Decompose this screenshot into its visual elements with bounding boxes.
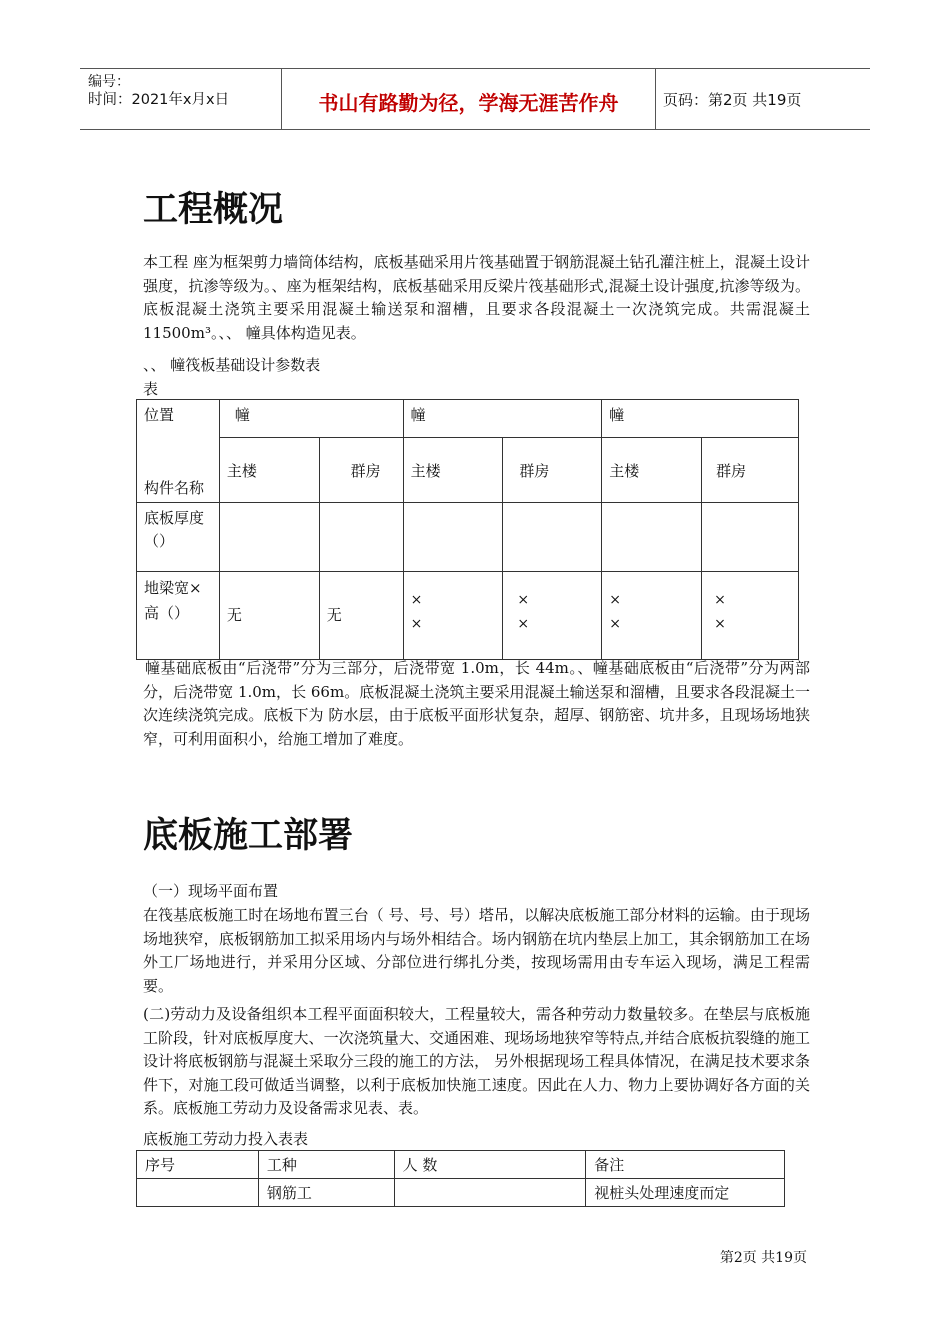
param-table-label: 表 xyxy=(143,380,159,398)
column-header: 备注 xyxy=(586,1151,785,1179)
sub-header-cell: 主楼 xyxy=(219,437,319,502)
sub-header-cell: 主楼 xyxy=(602,437,702,502)
foundation-param-table xyxy=(136,399,799,660)
doc-code-label: 编号： xyxy=(88,74,130,90)
table-cell: 视桩头处理速度而定 xyxy=(586,1179,785,1207)
table-row xyxy=(137,1179,785,1207)
header-page-info: 页码：第2页 共19页 xyxy=(663,91,802,109)
sub-header-cell: 主楼 xyxy=(403,437,503,502)
header-left-cell xyxy=(80,69,280,129)
site-layout-paragraph: 在筏基底板施工时在场地布置三台（ 号、号、号）塔吊，以解决底板施工部分材料的运输。由于现场场地狭窄，底板钢筋加工拟采用场内与场外相结合。场内钢筋在坑内垫层上加工，其余钢筋加工在场外工厂场地进行，并采用分区域、分部位进行绑扎分类，按现场需用由专车运入现场，满足工程需要。 xyxy=(143,906,810,995)
sub-header-cell: 群房 xyxy=(319,437,403,502)
table-cell: × × xyxy=(602,572,702,660)
overview-paragraph: 本工程 座为框架剪力墙筒体结构，底板基础采用片筏基础置于钢筋混凝土钻孔灌注桩上，混凝土设计强度，抗渗等级为。、座为框架结构，底板基础采用反梁片筏基础形式,混凝土设计强度,抗渗等级为。底板混凝土浇筑主要采用混凝土输送泵和溜槽，且要求各段混凝土一次浇筑完成。共需混凝土 11500m³。、、 幢具体构造见表。 xyxy=(143,253,810,342)
table-corner-cell xyxy=(137,400,220,503)
table-cell xyxy=(602,503,702,572)
table-cell xyxy=(403,503,503,572)
table-cell: 无 xyxy=(219,572,319,660)
row-label-thickness: 底板厚度（） xyxy=(137,503,220,572)
table-header-row xyxy=(137,1151,785,1179)
table-cell: 钢筋工 xyxy=(258,1179,394,1207)
building-header: 幢 xyxy=(219,400,403,438)
section-title-deployment: 底板施工部署 xyxy=(143,816,354,856)
corner-bottom-label: 构件名称 xyxy=(144,479,205,497)
building-header: 幢 xyxy=(602,400,799,438)
header-right-cell xyxy=(655,69,870,129)
table-cell: × × xyxy=(403,572,503,660)
table-cell: × × xyxy=(503,572,602,660)
column-header: 工种 xyxy=(258,1151,394,1179)
table-cell: 无 xyxy=(319,572,403,660)
column-header: 人 数 xyxy=(394,1151,586,1179)
header-motto: 书山有路勤为径，学海无涯苦作舟 xyxy=(318,91,619,115)
labor-paragraph: (二)劳动力及设备组织本工程平面面积较大，工程量较大，需各种劳动力数量较多。在垫层与底板施工阶段，针对底板厚度大、一次浇筑量大、交通困难、现场场地狭窄等特点,并结合底板抗裂缝的施工设计将底板钢筋与混凝土采取分三段的施工的方法， 另外根据现场工程具体情况，在满足技术要求条件下，对施工段可做适当调整，以利于底板加快施工速度。因此在人力、物力上要协调好各方面的关系。底板施工劳动力及设备需求见表、表。 xyxy=(143,1005,810,1117)
page-footer: 第2页 共19页 xyxy=(719,1250,807,1266)
table-cell xyxy=(319,503,403,572)
doc-date: 时间：2021年x月x日 xyxy=(88,92,230,108)
building-header: 幢 xyxy=(403,400,602,438)
table-cell: × × xyxy=(702,572,799,660)
row-label-ground-beam: 地梁宽×高（） xyxy=(137,572,220,660)
after-table-paragraph: 幢基础底板由“后浇带”分为三部分，后浇带宽 1.0m，长 44m。、幢基础底板由“后浇带”分为两部分，后浇带宽 1.0m，长 66m。底板混凝土浇筑主要采用混凝土输送泵和溜槽，且要求各段混凝土一次连续浇筑完成。底板下为 防水层，由于底板平面形状复杂，超厚、钢筋密、坑井多，且现场场地狭窄，可利用面积小，给施工增加了难度。 xyxy=(143,659,810,748)
table-cell xyxy=(394,1179,586,1207)
table-cell xyxy=(702,503,799,572)
subsection-site-layout: （一）现场平面布置 xyxy=(143,882,279,900)
labor-table-title: 底板施工劳动力投入表表 xyxy=(143,1130,309,1148)
param-table-title: 、、 幢筏板基础设计参数表 xyxy=(143,356,321,374)
table-cell xyxy=(219,503,319,572)
sub-header-cell: 群房 xyxy=(503,437,602,502)
section-title-overview: 工程概况 xyxy=(143,190,284,230)
column-header: 序号 xyxy=(137,1151,259,1179)
page-header xyxy=(80,68,870,130)
header-center-cell xyxy=(281,69,656,129)
sub-header-cell: 群房 xyxy=(702,437,799,502)
labor-table xyxy=(136,1150,785,1207)
table-cell xyxy=(503,503,602,572)
corner-top-label: 位置 xyxy=(144,406,175,424)
table-cell xyxy=(137,1179,259,1207)
